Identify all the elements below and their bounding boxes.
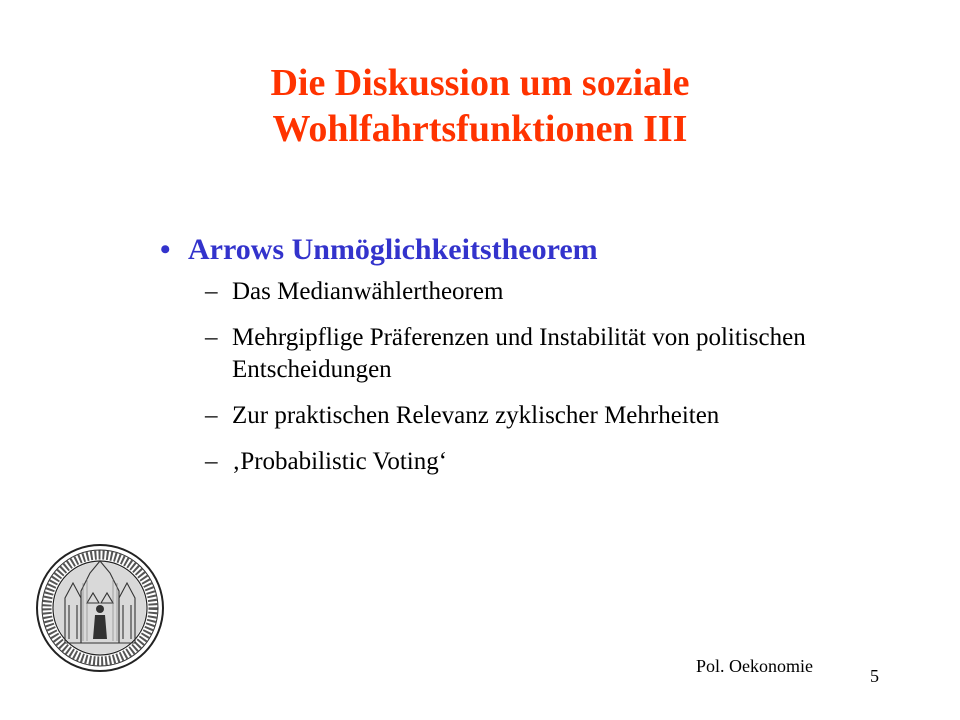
- sub-bullet-item: [160, 400, 860, 432]
- slide-title-line-1: Die Diskussion um soziale: [270, 62, 690, 104]
- slide-title: [0, 60, 960, 152]
- page-number: 5: [870, 666, 879, 686]
- university-seal-icon: [35, 543, 165, 673]
- sub-bullet-item: [160, 276, 860, 308]
- sub-bullet-text: Mehrgipflige Präferenzen und Instabilität von politischen Entscheidungen: [232, 324, 806, 383]
- slide-title-line-2: Wohlfahrtsfunktionen III: [272, 108, 688, 150]
- dash-icon: –: [205, 324, 218, 351]
- dash-icon: –: [205, 278, 218, 305]
- dash-icon: –: [205, 448, 218, 475]
- sub-bullet-list: [160, 276, 860, 478]
- main-bullet-text: Arrows Unmöglichkeitstheorem: [188, 233, 598, 266]
- bullet-dot-icon: •: [160, 233, 171, 266]
- dash-icon: –: [205, 402, 218, 429]
- main-bullet: [160, 228, 860, 272]
- sub-bullet-item: [160, 446, 860, 478]
- footer-text: Pol. Oekonomie: [696, 656, 813, 676]
- sub-bullet-text: Das Medianwählertheorem: [232, 278, 504, 305]
- sub-bullet-item: [160, 322, 860, 386]
- sub-bullet-text: Zur praktischen Relevanz zyklischer Mehrheiten: [232, 402, 720, 429]
- sub-bullet-text: ‚Probabilistic Voting‘: [232, 448, 448, 475]
- slide-content: [160, 228, 860, 492]
